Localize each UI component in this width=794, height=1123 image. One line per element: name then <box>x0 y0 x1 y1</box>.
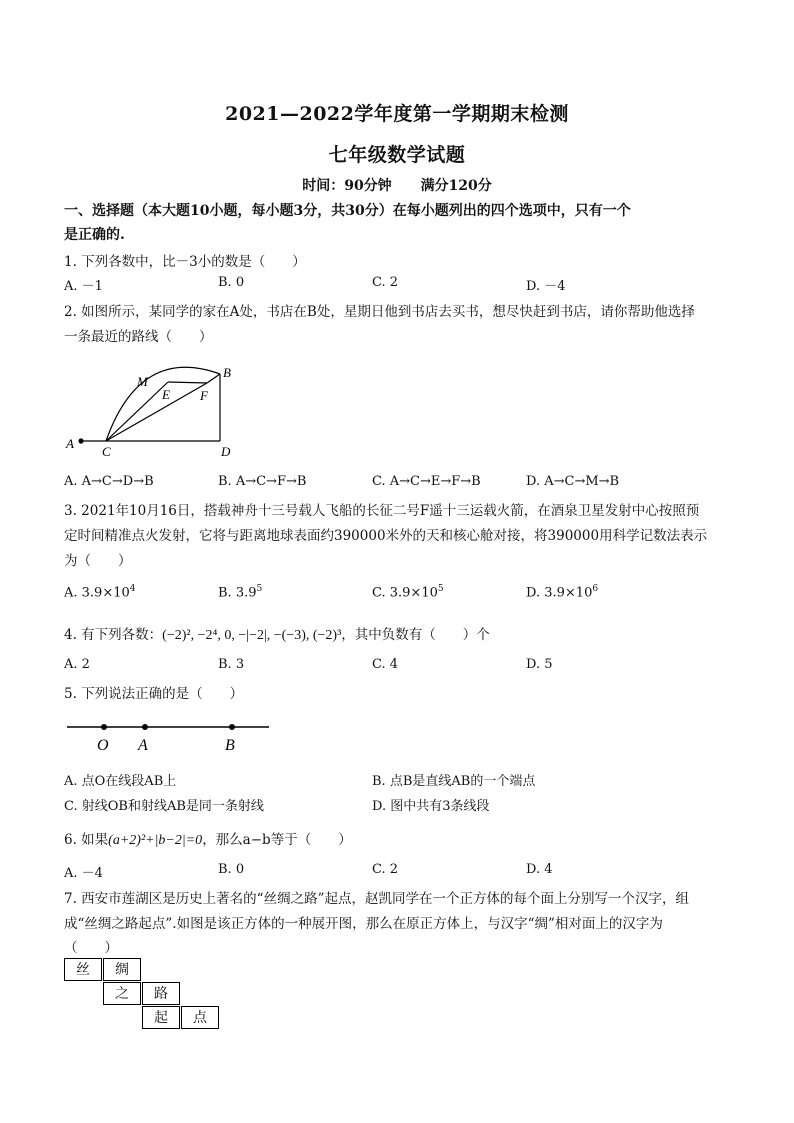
section1-heading-line2: 是正确的. <box>64 227 125 243</box>
q6-option-c: C. 2 <box>372 862 399 877</box>
q7-stem-line1: 7. 西安市莲湖区是历史上著名的“丝绸之路”起点，赵凯同学在一个正方体的每个面上分别写一个汉字，组 <box>64 891 689 907</box>
point-a <box>142 724 148 730</box>
exam-title: 2021—2022学年度第一学期期末检测 <box>225 103 569 125</box>
exam-time: 时间：90分钟 <box>302 178 392 194</box>
q2-option-c: C. A→C→E→F→B <box>372 474 481 489</box>
q1-option-a: A. －1 <box>64 279 103 294</box>
q3-option-c: C. $3.9\times 10^5$ <box>372 584 444 601</box>
q5-option-c: C. 射线OB和射线AB是同一条射线 <box>64 799 264 814</box>
label-f: F <box>200 388 208 403</box>
point-a <box>78 438 83 443</box>
q1-option-b: B. 0 <box>218 275 245 290</box>
label-c: C <box>102 444 111 459</box>
q4-option-b: B. 3 <box>218 657 245 672</box>
q5-option-d: D. 图中共有3条线段 <box>372 799 490 814</box>
label-o: O <box>97 737 109 754</box>
point-o <box>101 724 107 730</box>
q6-option-a: A. －4 <box>64 866 103 881</box>
q2-option-a: A. A→C→D→B <box>64 474 154 489</box>
section1-heading-line1: 一、选择题（本大题10小题，每小题3分，共30分）在每小题列出的四个选项中，只有一个 <box>64 203 631 219</box>
q2-stem-line1: 2. 如图所示，某同学的家在A处，书店在B处，星期日他到书店去买书，想尽快赶到书店，请你帮助他选择 <box>64 304 695 320</box>
q6-option-d: D. 4 <box>526 862 553 877</box>
q3-stem-line1: 3. 2021年10月16日，搭载神舟十三号载人飞船的长征二号F遥十三运载火箭，在酒泉卫星发射中心按照预 <box>64 503 700 519</box>
label-e: E <box>162 387 170 402</box>
q7-stem-line3: （ ） <box>64 940 118 956</box>
q5-option-a: A. 点O在线段AB上 <box>64 774 177 789</box>
net-cell-dian: 点 <box>181 1006 219 1029</box>
label-b: B <box>223 365 231 380</box>
exam-score: 满分120分 <box>420 178 492 194</box>
q1-stem: 1. 下列各数中，比－3小的数是（ ） <box>64 254 306 270</box>
arc-c-m-b <box>106 367 220 441</box>
q3-option-a: A. $3.9\times 10^4$ <box>64 584 136 601</box>
segment-f-b <box>207 374 220 383</box>
net-cell-si: 丝 <box>64 958 102 981</box>
point-b <box>229 724 235 730</box>
q7-stem-line2: 成“丝绸之路起点”.如图是该正方体的一种展开图，那么在原正方体上，与汉字“绸”相对面上的汉字为 <box>64 916 663 932</box>
q6-expression: (a+2)²+|b−2|=0 <box>108 833 203 848</box>
q5-option-b: B. 点B是直线AB的一个端点 <box>372 774 536 789</box>
label-a: A <box>66 436 74 451</box>
q6-stem: 6. 如果(a+2)²+|b−2|=0，那么a−b等于（ ） <box>64 832 352 848</box>
q3-stem-line2: 定时间精准点火发射，它将与距离地球表面约390000米外的天和核心舱对接，将390000用科学记数法表示 <box>64 528 708 544</box>
q4-option-a: A. 2 <box>64 657 90 672</box>
net-cell-qi: 起 <box>142 1006 180 1029</box>
q5-stem: 5. 下列说法正确的是（ ） <box>64 686 244 702</box>
q3-option-d: D. $3.9\times 10^6$ <box>526 584 599 601</box>
q2-option-b: B. A→C→F→B <box>218 474 307 489</box>
q4-option-d: D. 5 <box>526 657 553 672</box>
q5-line-figure <box>64 714 274 756</box>
segment-c-e <box>106 382 168 441</box>
net-cell-chou: 绸 <box>103 958 141 981</box>
q2-stem-line2: 一条最近的路线（ ） <box>64 329 213 345</box>
segment-c-f <box>106 383 207 441</box>
label-m: M <box>137 374 148 389</box>
exam-subtitle: 七年级数学试题 <box>328 144 466 166</box>
q4-expression: (−2)², −2⁴, 0, −|−2|, −(−3), (−2)³ <box>162 628 342 643</box>
q3-option-b: B. $3.9^5$ <box>218 584 263 601</box>
label-a: A <box>138 737 148 754</box>
q3-stem-line3: 为（ ） <box>64 553 132 569</box>
q1-option-d: D. －4 <box>526 279 566 294</box>
q4-option-c: C. 4 <box>372 657 399 672</box>
label-d: D <box>221 444 231 459</box>
label-b: B <box>225 737 235 754</box>
q1-option-c: C. 2 <box>372 275 399 290</box>
segment-e-f <box>168 382 207 383</box>
q2-option-d: D. A→C→M→B <box>526 474 620 489</box>
q6-option-b: B. 0 <box>218 862 245 877</box>
net-cell-lu: 路 <box>142 982 180 1005</box>
net-cell-zhi: 之 <box>103 982 141 1005</box>
exam-meta <box>0 175 794 195</box>
q4-stem: 4. 有下列各数：(−2)², −2⁴, 0, −|−2|, −(−3), (−2)³，其中负数有（ ）个 <box>64 627 490 643</box>
q2-route-figure <box>60 360 250 460</box>
